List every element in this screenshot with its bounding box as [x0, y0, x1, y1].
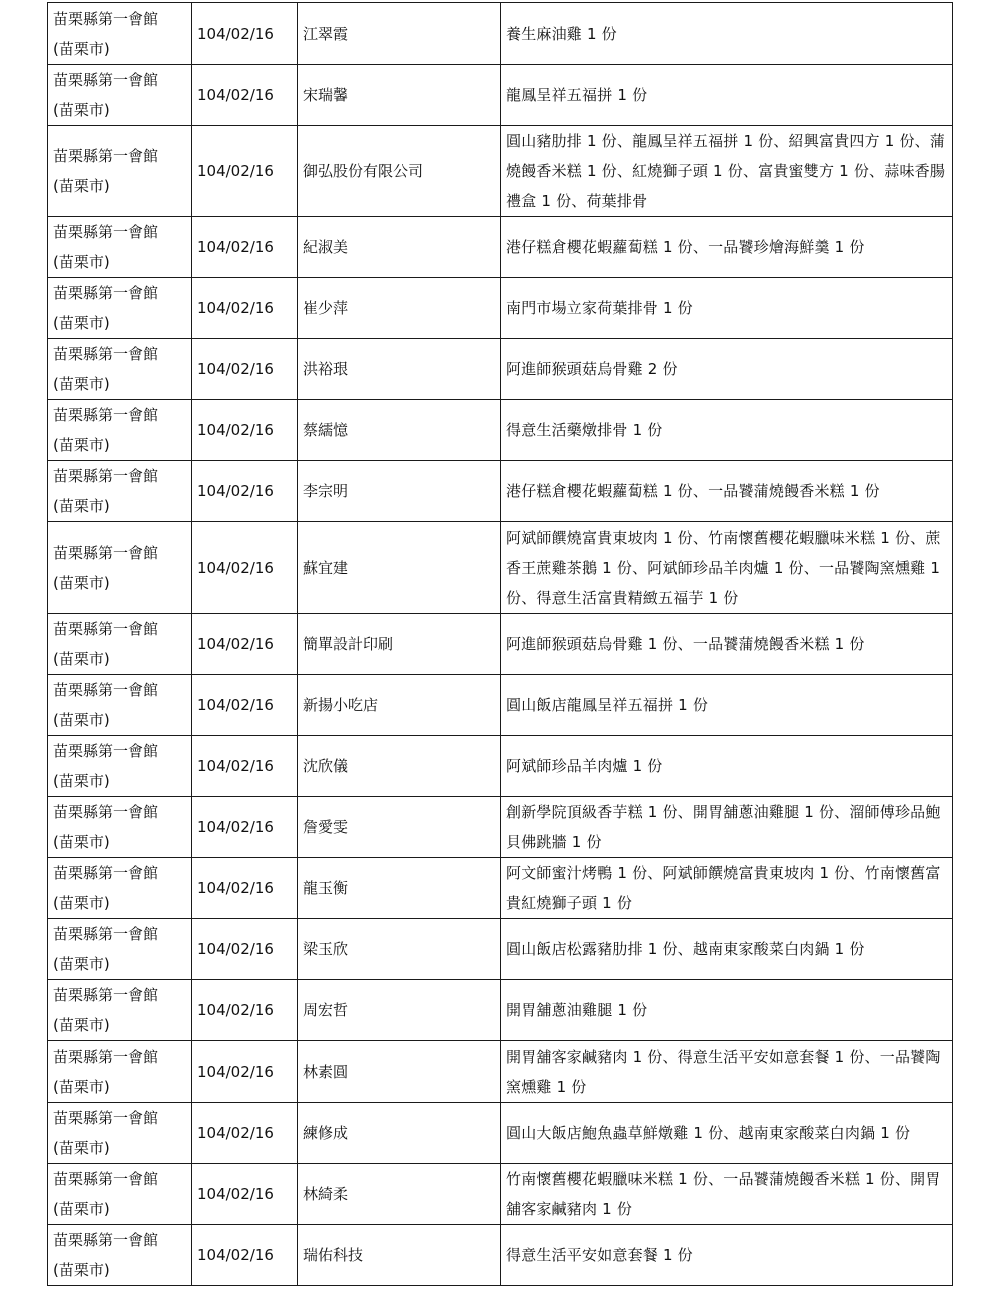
date-cell: 104/02/16 — [192, 65, 298, 126]
date-cell: 104/02/16 — [192, 400, 298, 461]
items-cell: 開胃舖蔥油雞腿 1 份 — [501, 980, 953, 1041]
table-row — [48, 3, 953, 65]
table-row — [48, 1164, 953, 1225]
venue-city: (苗栗市) — [53, 833, 110, 851]
date-cell: 104/02/16 — [192, 278, 298, 339]
table-row — [48, 614, 953, 675]
donor-cell: 蔡繻憶 — [298, 400, 501, 461]
table-row — [48, 797, 953, 858]
table-row — [48, 400, 953, 461]
table-row — [48, 675, 953, 736]
donor-cell: 御弘股份有限公司 — [298, 126, 501, 217]
items-cell: 龍鳳呈祥五福拼 1 份 — [501, 65, 953, 126]
venue-cell — [48, 1041, 192, 1103]
table-row — [48, 278, 953, 339]
venue-cell — [48, 1225, 192, 1286]
donor-cell: 新揚小吃店 — [298, 675, 501, 736]
date-cell: 104/02/16 — [192, 919, 298, 980]
donor-cell: 簡單設計印刷 — [298, 614, 501, 675]
venue-city: (苗栗市) — [53, 894, 110, 912]
donor-cell: 紀淑美 — [298, 217, 501, 278]
venue-cell — [48, 339, 192, 400]
venue-name: 苗栗縣第一會館 — [53, 223, 159, 241]
table-row — [48, 1041, 953, 1103]
venue-name: 苗栗縣第一會館 — [53, 467, 159, 485]
items-cell: 阿斌師饌燒富貴東坡肉 1 份、竹南懷舊櫻花蝦臘味米糕 1 份、蔗香王蔗雞茶鵝 1 份、阿斌師珍品羊肉爐 1 份、一品饕陶窯燻雞 1 份、得意生活富貴精緻五福芋 1 份 — [501, 522, 953, 614]
items-cell: 阿進師猴頭菇烏骨雞 1 份、一品饕蒲燒饅香米糕 1 份 — [501, 614, 953, 675]
venue-cell — [48, 858, 192, 919]
venue-city: (苗栗市) — [53, 1139, 110, 1157]
venue-cell — [48, 614, 192, 675]
venue-name: 苗栗縣第一會館 — [53, 681, 159, 699]
venue-name: 苗栗縣第一會館 — [53, 864, 159, 882]
venue-name: 苗栗縣第一會館 — [53, 406, 159, 424]
items-cell: 阿斌師珍品羊肉爐 1 份 — [501, 736, 953, 797]
table-row — [48, 1225, 953, 1286]
table-row — [48, 736, 953, 797]
items-cell: 圓山飯店龍鳳呈祥五福拼 1 份 — [501, 675, 953, 736]
venue-city: (苗栗市) — [53, 436, 110, 454]
venue-name: 苗栗縣第一會館 — [53, 620, 159, 638]
items-cell: 圓山大飯店鮑魚蟲草鮮燉雞 1 份、越南東家酸菜白肉鍋 1 份 — [501, 1103, 953, 1164]
table-row — [48, 980, 953, 1041]
venue-name: 苗栗縣第一會館 — [53, 1109, 159, 1127]
date-cell: 104/02/16 — [192, 461, 298, 522]
venue-city: (苗栗市) — [53, 650, 110, 668]
venue-city: (苗栗市) — [53, 177, 110, 195]
venue-name: 苗栗縣第一會館 — [53, 147, 159, 165]
donor-cell: 梁玉欣 — [298, 919, 501, 980]
venue-cell — [48, 3, 192, 65]
donor-cell: 李宗明 — [298, 461, 501, 522]
venue-cell — [48, 65, 192, 126]
donor-cell: 宋瑞馨 — [298, 65, 501, 126]
table-body — [48, 3, 953, 1286]
donor-cell: 周宏哲 — [298, 980, 501, 1041]
donor-cell: 沈欣儀 — [298, 736, 501, 797]
date-cell: 104/02/16 — [192, 126, 298, 217]
venue-name: 苗栗縣第一會館 — [53, 1170, 159, 1188]
venue-city: (苗栗市) — [53, 101, 110, 119]
venue-name: 苗栗縣第一會館 — [53, 803, 159, 821]
donor-cell: 瑞佑科技 — [298, 1225, 501, 1286]
table-row — [48, 217, 953, 278]
venue-cell — [48, 736, 192, 797]
items-cell: 港仔糕倉櫻花蝦蘿蔔糕 1 份、一品饕蒲燒饅香米糕 1 份 — [501, 461, 953, 522]
date-cell: 104/02/16 — [192, 736, 298, 797]
venue-city: (苗栗市) — [53, 1200, 110, 1218]
venue-city: (苗栗市) — [53, 772, 110, 790]
items-cell: 竹南懷舊櫻花蝦臘味米糕 1 份、一品饕蒲燒饅香米糕 1 份、開胃舖客家鹹豬肉 1 份 — [501, 1164, 953, 1225]
date-cell: 104/02/16 — [192, 797, 298, 858]
venue-cell — [48, 126, 192, 217]
items-cell: 南門市場立家荷葉排骨 1 份 — [501, 278, 953, 339]
table-row — [48, 126, 953, 217]
items-cell: 圓山飯店松露豬肋排 1 份、越南東家酸菜白肉鍋 1 份 — [501, 919, 953, 980]
venue-city: (苗栗市) — [53, 253, 110, 271]
venue-city: (苗栗市) — [53, 314, 110, 332]
table-row — [48, 1103, 953, 1164]
venue-cell — [48, 400, 192, 461]
venue-cell — [48, 919, 192, 980]
table-row — [48, 858, 953, 919]
table-row — [48, 65, 953, 126]
items-cell: 養生麻油雞 1 份 — [501, 3, 953, 65]
venue-cell — [48, 675, 192, 736]
date-cell: 104/02/16 — [192, 339, 298, 400]
venue-cell — [48, 1164, 192, 1225]
donor-cell: 洪裕珢 — [298, 339, 501, 400]
table-row — [48, 339, 953, 400]
venue-city: (苗栗市) — [53, 375, 110, 393]
date-cell: 104/02/16 — [192, 522, 298, 614]
donor-cell: 蘇宜建 — [298, 522, 501, 614]
venue-cell — [48, 1103, 192, 1164]
donor-cell: 龍玉衡 — [298, 858, 501, 919]
items-cell: 阿進師猴頭菇烏骨雞 2 份 — [501, 339, 953, 400]
venue-city: (苗栗市) — [53, 1077, 110, 1096]
donation-table — [47, 2, 953, 1286]
venue-cell — [48, 522, 192, 614]
date-cell: 104/02/16 — [192, 614, 298, 675]
venue-name: 苗栗縣第一會館 — [53, 543, 159, 562]
date-cell: 104/02/16 — [192, 1103, 298, 1164]
date-cell: 104/02/16 — [192, 980, 298, 1041]
venue-cell — [48, 461, 192, 522]
items-cell: 得意生活藥燉排骨 1 份 — [501, 400, 953, 461]
venue-cell — [48, 797, 192, 858]
venue-city: (苗栗市) — [53, 711, 110, 729]
date-cell: 104/02/16 — [192, 3, 298, 65]
venue-name: 苗栗縣第一會館 — [53, 345, 159, 363]
venue-name: 苗栗縣第一會館 — [53, 1231, 159, 1249]
donor-cell: 江翠霞 — [298, 3, 501, 65]
venue-name: 苗栗縣第一會館 — [53, 71, 159, 89]
items-cell: 阿文師蜜汁烤鴨 1 份、阿斌師饌燒富貴東坡肉 1 份、竹南懷舊富貴紅燒獅子頭 1 份 — [501, 858, 953, 919]
date-cell: 104/02/16 — [192, 1041, 298, 1103]
date-cell: 104/02/16 — [192, 1225, 298, 1286]
items-cell: 開胃舖客家鹹豬肉 1 份、得意生活平安如意套餐 1 份、一品饕陶窯燻雞 1 份 — [501, 1041, 953, 1103]
venue-name: 苗栗縣第一會館 — [53, 9, 159, 28]
table-row — [48, 919, 953, 980]
donor-cell: 崔少萍 — [298, 278, 501, 339]
donor-cell: 林素圓 — [298, 1041, 501, 1103]
venue-city: (苗栗市) — [53, 955, 110, 973]
venue-name: 苗栗縣第一會館 — [53, 1047, 159, 1066]
venue-name: 苗栗縣第一會館 — [53, 925, 159, 943]
items-cell: 圓山豬肋排 1 份、龍鳳呈祥五福拼 1 份、紹興富貴四方 1 份、蒲燒饅香米糕 1 份、紅燒獅子頭 1 份、富貴蜜雙方 1 份、蒜味香腸禮盒 1 份、荷葉排骨 — [501, 126, 953, 217]
venue-name: 苗栗縣第一會館 — [53, 986, 159, 1004]
donor-cell: 練修成 — [298, 1103, 501, 1164]
table-row — [48, 461, 953, 522]
venue-cell — [48, 980, 192, 1041]
table-row — [48, 522, 953, 614]
venue-city: (苗栗市) — [53, 1016, 110, 1034]
date-cell: 104/02/16 — [192, 675, 298, 736]
date-cell: 104/02/16 — [192, 858, 298, 919]
venue-cell — [48, 278, 192, 339]
date-cell: 104/02/16 — [192, 217, 298, 278]
date-cell: 104/02/16 — [192, 1164, 298, 1225]
items-cell: 港仔糕倉櫻花蝦蘿蔔糕 1 份、一品饕珍燴海鮮羹 1 份 — [501, 217, 953, 278]
venue-city: (苗栗市) — [53, 573, 110, 592]
venue-name: 苗栗縣第一會館 — [53, 742, 159, 760]
venue-city: (苗栗市) — [53, 1261, 110, 1279]
venue-city: (苗栗市) — [53, 497, 110, 515]
items-cell: 創新學院頂級香芋糕 1 份、開胃舖蔥油雞腿 1 份、溜師傅珍品鮑貝佛跳牆 1 份 — [501, 797, 953, 858]
venue-name: 苗栗縣第一會館 — [53, 284, 159, 302]
donor-cell: 詹愛雯 — [298, 797, 501, 858]
donor-cell: 林綺柔 — [298, 1164, 501, 1225]
venue-city: (苗栗市) — [53, 39, 110, 58]
items-cell: 得意生活平安如意套餐 1 份 — [501, 1225, 953, 1286]
venue-cell — [48, 217, 192, 278]
